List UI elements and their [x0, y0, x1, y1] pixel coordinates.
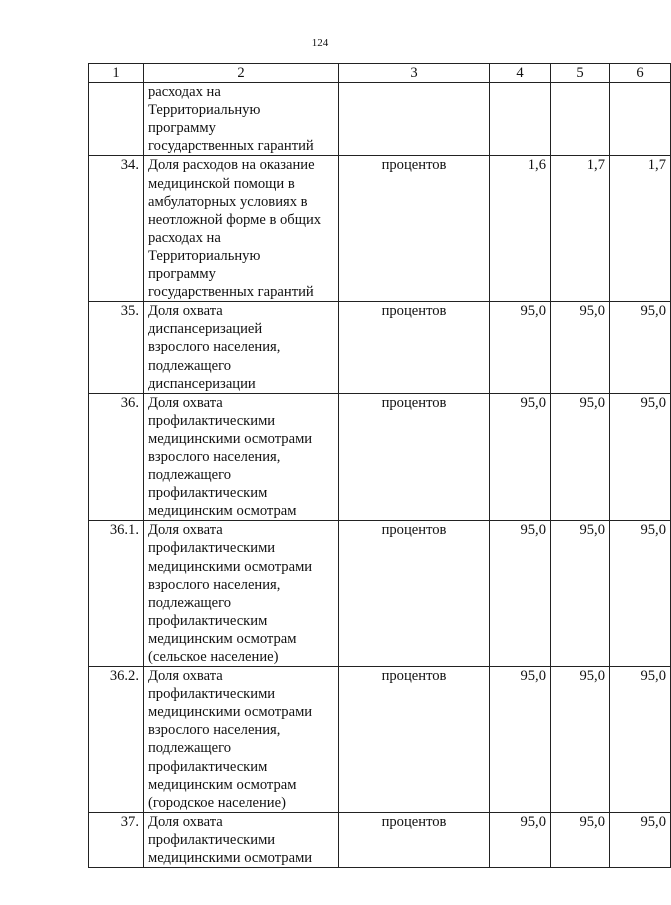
row-value-col-6: 95,0	[610, 667, 671, 813]
row-number: 36.1.	[89, 521, 144, 667]
row-unit: процентов	[339, 156, 490, 302]
row-value-col-4	[490, 83, 551, 156]
row-value-col-5: 1,7	[551, 156, 610, 302]
row-value-col-6: 95,0	[610, 521, 671, 667]
page-number: 124	[311, 37, 329, 49]
row-number: 36.	[89, 393, 144, 521]
row-number: 37.	[89, 812, 144, 867]
row-indicator-text: Доля охвата профилактическими медицинскими осмотрами взрослого населения, подлежащего профилактическим медицинским осмотрам (городское население)	[144, 667, 339, 813]
row-value-col-4: 95,0	[490, 667, 551, 813]
row-value-col-5: 95,0	[551, 393, 610, 521]
row-number	[89, 83, 144, 156]
row-indicator-text: Доля расходов на оказание медицинской помощи в амбулаторных условиях в неотложной форме в общих расходах на Территориальную программу государственных гарантий	[144, 156, 339, 302]
row-unit: процентов	[339, 812, 490, 867]
header-col-2: 2	[144, 64, 339, 83]
row-value-col-4: 1,6	[490, 156, 551, 302]
row-indicator-text: Доля охвата профилактическими медицинскими осмотрами взрослого населения, подлежащего профилактическим медицинским осмотрам	[144, 393, 339, 521]
header-col-3: 3	[339, 64, 490, 83]
row-indicator-text: расходах на Территориальную программу государственных гарантий	[144, 83, 339, 156]
header-col-6: 6	[610, 64, 671, 83]
row-value-col-4: 95,0	[490, 393, 551, 521]
row-value-col-6	[610, 83, 671, 156]
row-value-col-4: 95,0	[490, 302, 551, 393]
table-row	[89, 667, 671, 813]
row-indicator-text: Доля охвата профилактическими медицинскими осмотрами	[144, 812, 339, 867]
row-unit: процентов	[339, 393, 490, 521]
header-col-1: 1	[89, 64, 144, 83]
row-unit: процентов	[339, 302, 490, 393]
row-unit	[339, 83, 490, 156]
row-value-col-5	[551, 83, 610, 156]
row-number: 34.	[89, 156, 144, 302]
row-value-col-6: 95,0	[610, 812, 671, 867]
row-value-col-5: 95,0	[551, 302, 610, 393]
table-row	[89, 393, 671, 521]
row-indicator-text: Доля охвата профилактическими медицинскими осмотрами взрослого населения, подлежащего профилактическим медицинским осмотрам (сельское население)	[144, 521, 339, 667]
row-value-col-5: 95,0	[551, 521, 610, 667]
table-row	[89, 302, 671, 393]
header-col-4: 4	[490, 64, 551, 83]
row-value-col-6: 95,0	[610, 393, 671, 521]
row-unit: процентов	[339, 667, 490, 813]
row-value-col-6: 1,7	[610, 156, 671, 302]
row-number: 35.	[89, 302, 144, 393]
row-value-col-4: 95,0	[490, 812, 551, 867]
header-col-5: 5	[551, 64, 610, 83]
row-unit: процентов	[339, 521, 490, 667]
indicator-table	[88, 63, 671, 868]
table-row	[89, 521, 671, 667]
row-value-col-4: 95,0	[490, 521, 551, 667]
table-row	[89, 812, 671, 867]
row-indicator-text: Доля охвата диспансеризацией взрослого населения, подлежащего диспансеризации	[144, 302, 339, 393]
table-row	[89, 83, 671, 156]
row-value-col-5: 95,0	[551, 667, 610, 813]
table-row	[89, 156, 671, 302]
row-value-col-6: 95,0	[610, 302, 671, 393]
row-number: 36.2.	[89, 667, 144, 813]
table-header-row	[89, 64, 671, 83]
row-value-col-5: 95,0	[551, 812, 610, 867]
